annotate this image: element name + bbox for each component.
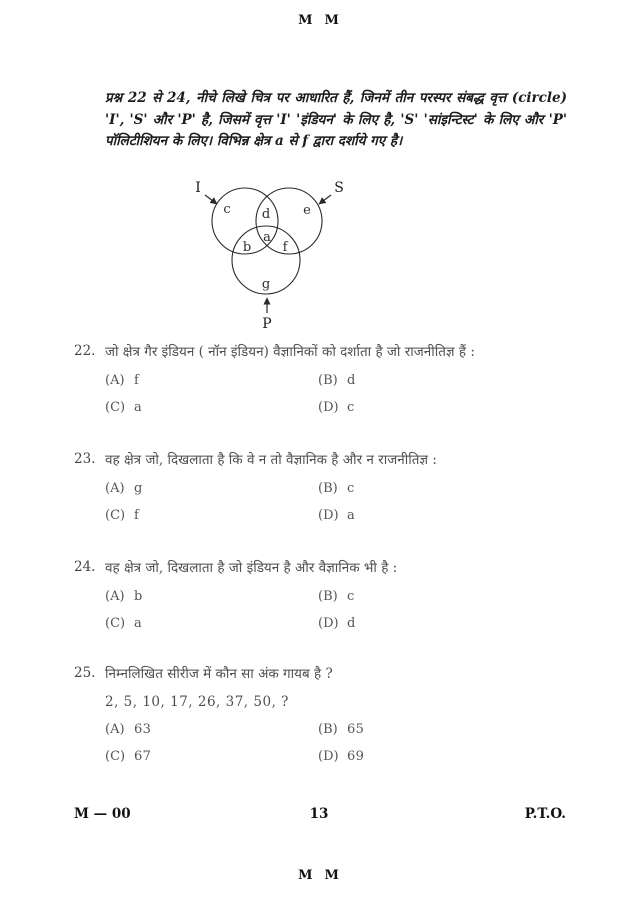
option-a: (A) f bbox=[105, 373, 140, 388]
option-d: (D) 69 bbox=[318, 749, 365, 764]
question-number: 22. bbox=[74, 343, 96, 359]
region-d: d bbox=[261, 207, 271, 222]
label-circle-p: P bbox=[262, 316, 272, 332]
question-number: 25. bbox=[74, 665, 96, 681]
question-text: वह क्षेत्र जो, दिखलाता है जो इंडियन है और वैज्ञानिक भी है : bbox=[105, 560, 398, 576]
label-circle-i: I bbox=[195, 180, 201, 196]
region-g: g bbox=[261, 277, 271, 292]
option-b: (B) 65 bbox=[318, 722, 365, 737]
option-b: (B) c bbox=[318, 481, 355, 496]
option-a: (A) b bbox=[105, 589, 143, 604]
region-e: e bbox=[303, 203, 311, 218]
paper-code: M — 00 bbox=[74, 806, 131, 822]
region-f: f bbox=[282, 240, 288, 255]
pto-label: P.T.O. bbox=[524, 806, 566, 822]
region-a: a bbox=[263, 230, 271, 245]
question-text: निम्नलिखित सीरीज में कौन सा अंक गायब है ? bbox=[105, 666, 333, 682]
option-c: (C) a bbox=[105, 400, 143, 415]
question-22 bbox=[0, 343, 638, 427]
top-page-mark: M M bbox=[298, 13, 340, 28]
question-text: जो क्षेत्र गैर इंडियन ( नॉन इंडियन) वैज्ञानिकों को दर्शाता है जो राजनीतिज्ञ हैं : bbox=[105, 344, 475, 360]
question-24 bbox=[0, 559, 638, 643]
options-group bbox=[0, 373, 638, 415]
option-c: (C) 67 bbox=[105, 749, 152, 764]
options-group bbox=[0, 722, 638, 764]
instructions-paragraph: प्रश्न 22 से 24, नीचे लिखे चित्र पर आधारित हैं, जिनमें तीन परस्पर संबद्ध वृत्त (circle) 'I', 'S' और 'P' है, जिसमें वृत्त 'I' 'इंडियन' के लिए है, 'S' 'सांइन्टिस्ट' के लिए और 'P' पॉलिटीशियन के लिए। विभिन्न क्षेत्र a से f द्वारा दर्शाये गए है। bbox=[105, 90, 567, 149]
option-a: (A) 63 bbox=[105, 722, 152, 737]
arrow-to-circle-s bbox=[319, 195, 331, 204]
question-25 bbox=[0, 665, 638, 776]
option-b: (B) d bbox=[318, 373, 356, 388]
venn-diagram bbox=[173, 168, 365, 332]
bottom-page-mark: M M bbox=[298, 868, 340, 883]
page-number: 13 bbox=[309, 806, 329, 822]
options-group bbox=[0, 589, 638, 631]
option-d: (D) c bbox=[318, 400, 355, 415]
option-b: (B) c bbox=[318, 589, 355, 604]
option-c: (C) a bbox=[105, 616, 143, 631]
option-d: (D) a bbox=[318, 508, 356, 523]
options-group bbox=[0, 481, 638, 523]
region-b: b bbox=[242, 240, 252, 255]
region-c: c bbox=[223, 202, 231, 217]
number-series: 2, 5, 10, 17, 26, 37, 50, ? bbox=[105, 694, 289, 710]
question-number: 23. bbox=[74, 451, 96, 467]
option-d: (D) d bbox=[318, 616, 356, 631]
question-23 bbox=[0, 451, 638, 535]
question-number: 24. bbox=[74, 559, 96, 575]
venn-diagram-svg bbox=[173, 168, 365, 332]
question-text: वह क्षेत्र जो, दिखलाता है कि वे न तो वैज्ञानिक है और न राजनीतिज्ञ : bbox=[105, 452, 437, 468]
arrow-to-circle-i bbox=[205, 195, 217, 204]
page-footer bbox=[0, 806, 638, 822]
option-a: (A) g bbox=[105, 481, 143, 496]
option-c: (C) f bbox=[105, 508, 140, 523]
label-circle-s: S bbox=[334, 180, 344, 196]
